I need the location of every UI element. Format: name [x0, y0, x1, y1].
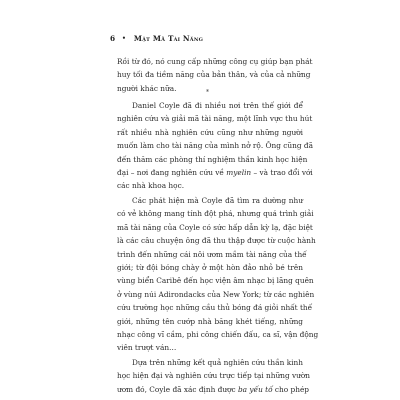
header-bullet: • [122, 35, 127, 42]
text-line: nhạc công vĩ cầm, phi công chiến đấu, ca sĩ, vận động [117, 329, 319, 339]
book-title: Mật Mã Tài Năng [133, 34, 204, 43]
text-line: Daniel Coyle đã đi nhiều nơi trên thế giới để [132, 101, 303, 110]
intro-paragraph [117, 55, 313, 95]
paragraph-daniel-coyle [117, 99, 313, 193]
text-line: học hiện đại và nghiên cứu trực tiếp tại những vườn [117, 371, 311, 381]
text-line: rất nhiều nhà nghiên cứu cũng như những người [117, 127, 303, 137]
page-number: 6 [110, 34, 116, 43]
text-line: Các phát hiện mà Coyle đã tìm ra dường như [132, 196, 303, 205]
text-line: muốn làm cho tài năng của mình nở rộ. Ông cũng đã [117, 141, 313, 151]
line-part: đại – nơi đang nghiên cứu về [117, 167, 227, 177]
text-line-myelin [117, 166, 313, 179]
text-line-ba-yeu-to [117, 383, 309, 396]
text-line: giới; từ đội bóng chày ở một hòn đảo nhỏ bé trên [117, 262, 303, 272]
text-line: vùng biển Caribê đến học viện âm nhạc bị lãng quên [117, 276, 314, 286]
text-line: mã tài năng của Coyle có sức hấp dẫn kỳ lạ, đặc biệt [117, 222, 313, 232]
text-line: ở vùng núi Adirondacks của New York; từ các nghiên [117, 289, 315, 299]
text-line: các nhà khoa học. [117, 181, 185, 191]
paragraph-discoveries [117, 194, 319, 355]
text-line: là các câu chuyện ông đã thu thập được từ cuộc hành [117, 236, 316, 246]
ba-yeu-to-term: ba yếu tố [237, 384, 273, 394]
line-part: ươm đó, Coyle đã xác định được [117, 384, 238, 394]
text-line: cứu trường học những cầu thủ bóng đá giỏi nhất thế [117, 303, 313, 313]
paragraph-research-results [117, 356, 311, 396]
running-header [110, 34, 203, 43]
text-line: người khác nữa. [117, 83, 177, 93]
text-line: nghiên cứu và giải mã tài năng, một lĩnh vực thu hút [117, 114, 313, 124]
text-line: trình đến những cái nôi ươm mầm tài năng của thế [117, 249, 307, 259]
line-part: – và trao đổi với [251, 167, 313, 177]
text-line: đến thăm các phòng thí nghiệm thần kinh học hiện [117, 154, 308, 164]
text-line: có vẻ không mang tính đột phá, nhưng quá trình giải [117, 209, 314, 219]
text-line: huy tối đa tiềm năng của bản thân, và của cả những [117, 70, 311, 80]
text-line: viên trượt ván… [117, 343, 177, 353]
text-line: giới, những tên cướp nhà băng khét tiếng, những [117, 316, 303, 326]
section-separator: * [206, 89, 209, 96]
text-line: Rồi từ đó, nó cung cấp những công cụ giúp bạn phát [117, 57, 313, 66]
line-part: cho phép [272, 384, 309, 394]
myelin-term: myelin [226, 167, 252, 177]
text-line: Dựa trên những kết quả nghiên cứu thần kinh [132, 358, 303, 367]
